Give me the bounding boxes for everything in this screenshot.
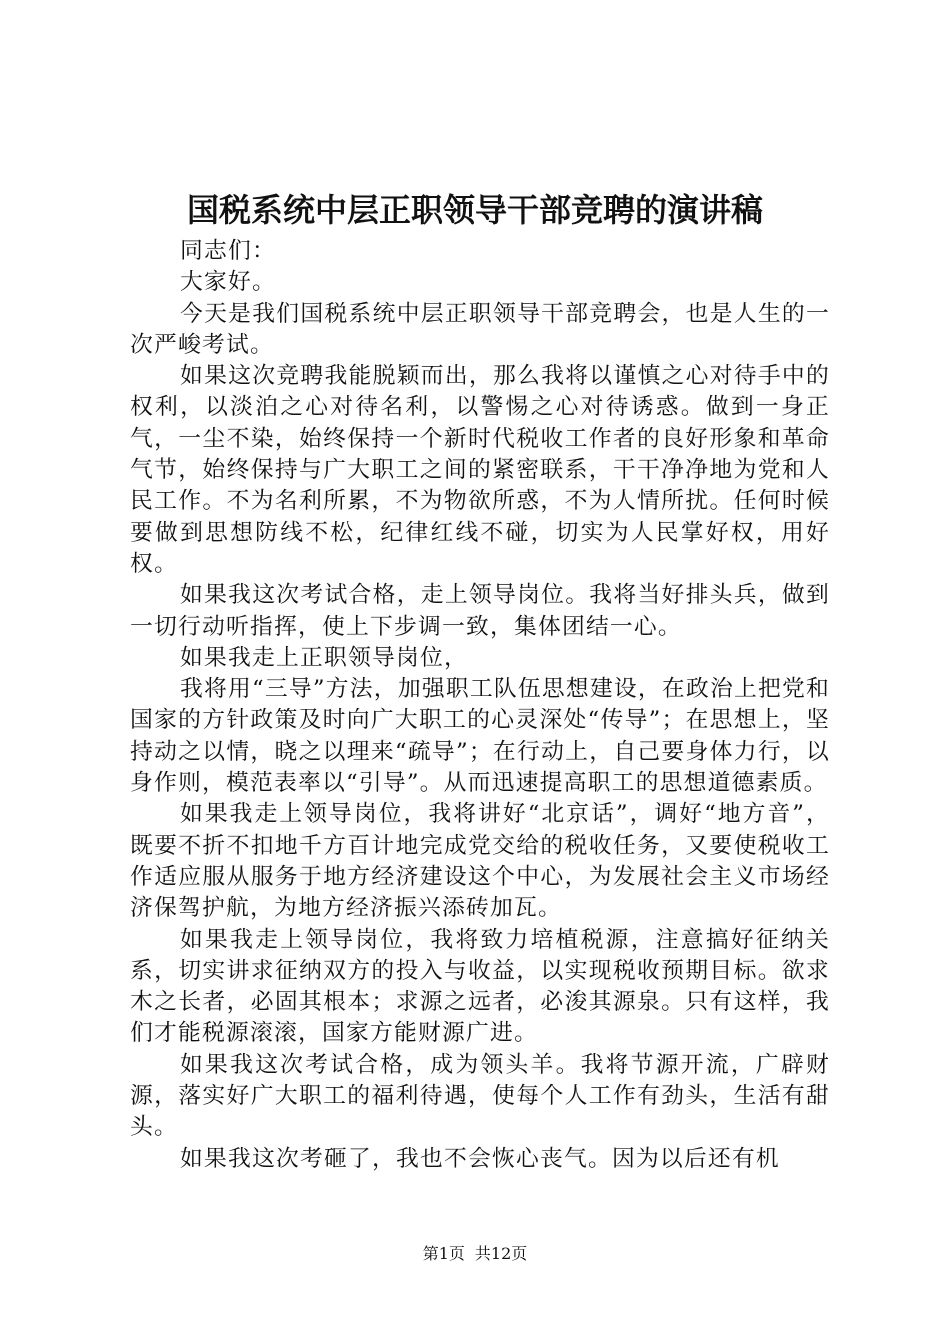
paragraph: 大家好。 bbox=[180, 269, 276, 296]
paragraph: 如果我这次考试合格，走上领导岗位。我将当好排头兵，做到一切行动听指挥，使上下步调一致，集体团结一心。 bbox=[130, 582, 830, 640]
paragraph: 同志们： bbox=[180, 238, 276, 264]
paragraph: 今天是我们国税系统中层正职领导干部竞聘会，也是人生的一次严峻考试。 bbox=[130, 300, 830, 358]
paragraph: 我将用“三导”方法，加强职工队伍思想建设，在政治上把党和国家的方针政策及时向广大职工的心灵深处“传导”；在思想上，坚持动之以情，晓之以理来“疏导”；在行动上，自己要身体力行，以身作则，模范表率以“引导”。从而迅速提高职工的思想道德素质。 bbox=[130, 676, 830, 797]
paragraph: 如果我这次考砸了，我也不会恢心丧气。因为以后还有机 bbox=[180, 1145, 780, 1172]
page-total: 共12页 bbox=[474, 1244, 528, 1263]
paragraph: 如果我走上正职领导岗位， bbox=[180, 644, 468, 671]
paragraph: 如果这次竞聘我能脱颖而出，那么我将以谨慎之心对待手中的权利，以淡泊之心对待名利，以警惕之心对待诱惑。做到一身正气，一尘不染，始终保持一个新时代税收工作者的良好形象和革命气节，始终保持与广大职工之间的紧密联系，干干净净地为党和人民工作。不为名利所累，不为物欲所惑，不为人情所扰。任何时候要做到思想防线不松，纪律红线不碰，切实为人民掌好权，用好权。 bbox=[130, 363, 830, 577]
paragraph: 如果我走上领导岗位，我将致力培植税源，注意搞好征纳关系，切实讲求征纳双方的投入与收益，以实现税收预期目标。欲求木之长者，必固其根本；求源之远者，必浚其源泉。只有这样，我们才能税源滚滚，国家方能财源广进。 bbox=[130, 926, 830, 1047]
page-number: 第1页 bbox=[422, 1244, 465, 1263]
paragraph: 如果我这次考试合格，成为领头羊。我将节源开流，广辟财源，落实好广大职工的福利待遇，使每个人工作有劲头，生活有甜头。 bbox=[130, 1051, 830, 1141]
paragraph: 如果我走上领导岗位，我将讲好“北京话”，调好“地方音”，既要不折不扣地千方百计地完成党交给的税收任务，又要使税收工作适应服从服务于地方经济建设这个中心，为发展社会主义市场经济保驾护航，为地方经济振兴添砖加瓦。 bbox=[130, 801, 830, 922]
page-title: 国税系统中层正职领导干部竞聘的演讲稿 bbox=[186, 191, 763, 229]
page-footer bbox=[0, 1244, 950, 1264]
document-body bbox=[130, 236, 830, 1175]
